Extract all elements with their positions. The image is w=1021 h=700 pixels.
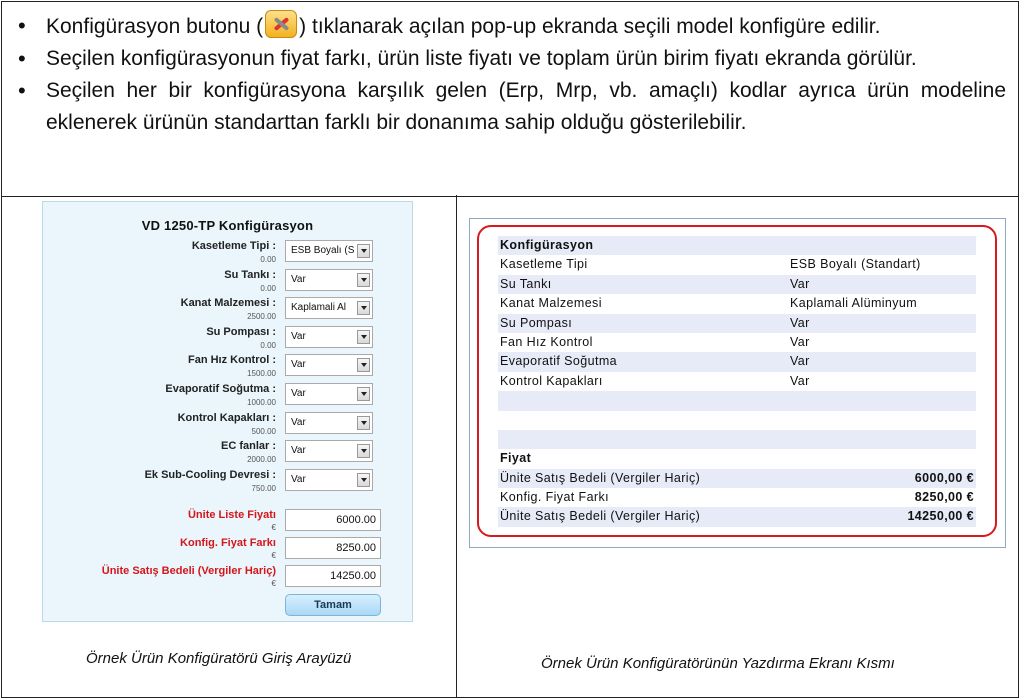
description-box [2, 2, 1018, 197]
option-select[interactable] [285, 269, 373, 291]
option-price: 2000.00 [247, 455, 276, 465]
option-select[interactable] [285, 469, 373, 491]
option-row [43, 354, 414, 382]
price-row [43, 565, 414, 591]
left-caption: Örnek Ürün Konfigüratörü Giriş Arayüzü [86, 650, 352, 667]
option-price: 750.00 [251, 483, 276, 493]
option-price: 0.00 [260, 340, 276, 350]
price-row [43, 537, 414, 563]
option-price: 1000.00 [247, 398, 276, 407]
right-caption: Örnek Ürün Konfigüratörünün Yazdırma Ekranı Kısmı [541, 655, 895, 672]
print-key: Kontrol Kapakları [500, 373, 603, 388]
price-label: Ünite Satış Bedeli (Vergiler Hariç) [101, 565, 276, 577]
option-row [43, 469, 414, 497]
print-row [498, 507, 976, 526]
print-key: Fiyat [500, 451, 532, 466]
print-value: ESB Boyalı (Standart) [790, 257, 921, 272]
configurator-panel [42, 201, 413, 622]
option-select[interactable] [285, 412, 373, 434]
ok-button[interactable]: Tamam [285, 594, 381, 616]
print-value: 14250,00 € [907, 509, 974, 524]
print-key: Konfig. Fiyat Farkı [500, 490, 610, 505]
print-row [498, 430, 976, 449]
price-label: Ünite Liste Fiyatı [187, 509, 276, 521]
option-label: Fan Hız Kontrol : [188, 354, 276, 367]
option-row [43, 412, 414, 440]
print-key: Su Pompası [500, 315, 573, 330]
print-value: 6000,00 € [914, 470, 974, 485]
print-value: Var [790, 354, 810, 369]
bullet-list [16, 10, 1006, 139]
print-value: Var [790, 334, 810, 349]
select-value: Var [291, 273, 306, 285]
print-key: Fan Hız Kontrol [500, 334, 593, 349]
price-label: Konfig. Fiyat Farkı [180, 537, 276, 549]
print-key: Ünite Satış Bedeli (Vergiler Hariç) [500, 470, 701, 485]
price-input[interactable]: 6000.00 [285, 509, 381, 531]
configuration-tools-icon [265, 10, 297, 38]
print-key: Su Tankı [500, 276, 552, 291]
chevron-down-icon[interactable] [357, 273, 370, 287]
currency-symbol: € [271, 579, 276, 588]
option-select[interactable] [285, 383, 373, 405]
bullet-item [16, 10, 1006, 43]
option-row [43, 240, 414, 268]
select-value: ESB Boyalı (S [291, 245, 355, 256]
option-label: Su Pompası : [206, 325, 276, 338]
option-row [43, 383, 414, 411]
column-divider [456, 195, 457, 697]
select-value: Var [291, 416, 306, 428]
option-label: Ek Sub-Cooling Devresi : [144, 468, 276, 481]
print-row [498, 411, 976, 430]
chevron-down-icon[interactable] [357, 301, 370, 315]
print-row [498, 333, 976, 352]
print-row [498, 372, 976, 391]
print-row [498, 488, 976, 507]
print-panel [469, 218, 1006, 548]
print-key: Kanat Malzemesi [500, 296, 602, 311]
print-value: 8250,00 € [914, 490, 974, 505]
price-input[interactable]: 14250.00 [285, 565, 381, 587]
option-label: Evaporatif Soğutma : [165, 383, 276, 395]
print-row [498, 391, 976, 410]
print-row [498, 469, 976, 488]
select-value: Var [291, 388, 306, 399]
option-select[interactable] [285, 440, 373, 462]
option-price: 0.00 [260, 283, 276, 293]
chevron-down-icon[interactable] [357, 330, 370, 344]
option-label: EC fanlar : [220, 440, 276, 453]
select-value: Var [291, 330, 306, 342]
option-select[interactable] [285, 297, 373, 319]
print-row [498, 255, 976, 274]
option-select[interactable] [285, 354, 373, 376]
print-key: Kasetleme Tipi [500, 257, 588, 272]
option-price: 2500.00 [247, 312, 276, 322]
option-label: Kontrol Kapakları : [177, 411, 276, 424]
chevron-down-icon[interactable] [357, 358, 370, 372]
print-key: Evaporatif Soğutma [500, 354, 617, 369]
bullet-text: Konfigürasyon butonu ( [46, 15, 264, 38]
option-select[interactable] [285, 240, 373, 262]
option-row [43, 297, 414, 325]
option-row [43, 269, 414, 297]
print-row [498, 294, 976, 313]
currency-symbol: € [271, 551, 276, 560]
select-value: Kaplamali Al [291, 302, 347, 314]
price-row [43, 509, 414, 535]
bullet-item: • Seçilen her bir konfigürasyona karşılık gelen (Erp, Mrp, vb. amaçlı) kodlar ayrıca ürün modeline eklenerek ürünün standarttan farklı bir donanıma sahip olduğu gösterilebilir. [16, 75, 1006, 139]
print-row [498, 314, 976, 333]
print-value: Kaplamali Alüminyum [790, 296, 918, 311]
option-row [43, 326, 414, 354]
option-label: Kasetleme Tipi : [191, 240, 276, 252]
chevron-down-icon[interactable] [357, 416, 370, 430]
print-key: Konfigürasyon [500, 238, 594, 252]
bullet-text: ) tıklanarak açılan pop-up ekranda seçili model konfigüre edilir. [299, 15, 881, 38]
print-table [498, 236, 976, 527]
bullet-item: • Seçilen konfigürasyonun fiyat farkı, ürün liste fiyatı ve toplam ürün birim fiyatı ekranda görülür. [16, 43, 1006, 75]
print-row [498, 275, 976, 294]
configurator-title: VD 1250-TP Konfigürasyon [141, 218, 314, 233]
print-key: Ünite Satış Bedeli (Vergiler Hariç) [500, 509, 701, 524]
select-value: Var [291, 445, 306, 457]
select-value: Var [291, 359, 306, 371]
chevron-down-icon[interactable] [357, 244, 370, 258]
print-value: Var [790, 276, 810, 291]
chevron-down-icon[interactable] [357, 473, 370, 487]
section-header [498, 236, 976, 255]
option-price: 500.00 [251, 426, 276, 436]
select-value: Var [291, 473, 306, 485]
option-price: 1500.00 [247, 369, 276, 379]
print-row [498, 352, 976, 371]
section-header [498, 449, 976, 468]
currency-symbol: € [271, 523, 276, 532]
option-row [43, 440, 414, 468]
print-value: Var [790, 315, 810, 330]
chevron-down-icon[interactable] [357, 387, 370, 401]
option-label: Kanat Malzemesi : [180, 297, 276, 310]
option-price: 0.00 [260, 255, 276, 264]
option-select[interactable] [285, 326, 373, 348]
print-value: Var [790, 373, 810, 388]
price-input[interactable]: 8250.00 [285, 537, 381, 559]
chevron-down-icon[interactable] [357, 444, 370, 458]
option-label: Su Tankı : [224, 268, 276, 281]
